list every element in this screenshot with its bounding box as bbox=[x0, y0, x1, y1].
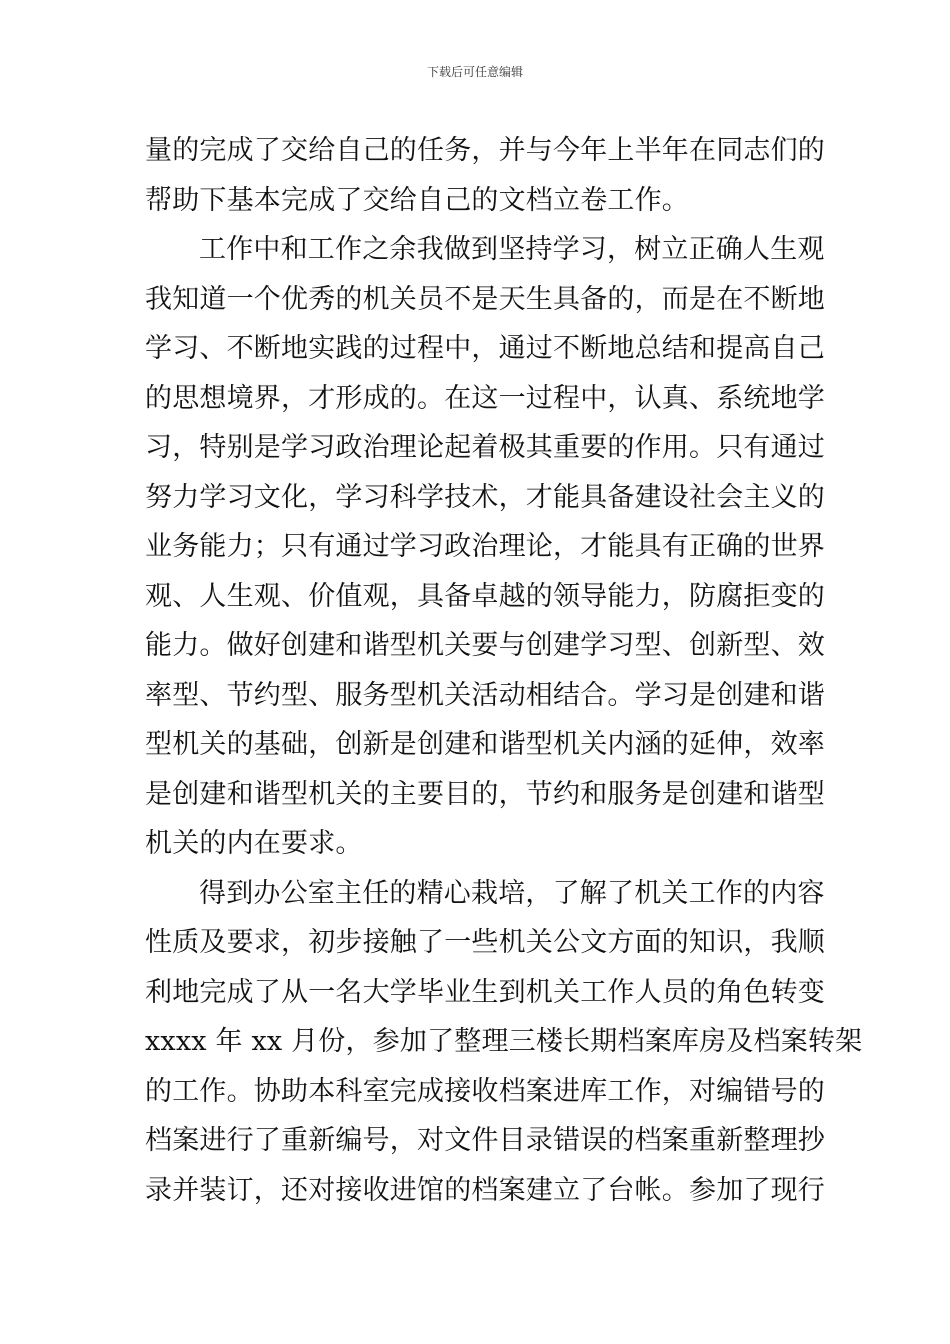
text-line: 习，特别是学习政治理论起着极其重要的作用。只有通过 bbox=[145, 432, 825, 463]
text-line: xxxx 年 xx 月份，参加了整理三楼长期档案库房及档案转架 bbox=[145, 1026, 863, 1057]
text-line: 机关的内在要求。 bbox=[145, 828, 363, 859]
text-line: 利地完成了从一名大学毕业生到机关工作人员的角色转变 bbox=[145, 976, 825, 1008]
page-header: 下载后可任意编辑 bbox=[426, 65, 523, 79]
text-line: 是创建和谐型机关的主要目的，节约和服务是创建和谐型 bbox=[145, 778, 825, 810]
text-line: 努力学习文化，学习科学技术，才能具备建设社会主义的 bbox=[145, 481, 825, 513]
text-line: 的思想境界，才形成的。在这一过程中，认真、系统地学 bbox=[145, 382, 825, 414]
text-line: 率型、节约型、服务型机关活动相结合。学习是创建和谐 bbox=[145, 679, 825, 711]
text-line: 型机关的基础，创新是创建和谐型机关内涵的延伸，效率 bbox=[145, 729, 825, 760]
text-line: 观、人生观、价值观，具备卓越的领导能力，防腐拒变的 bbox=[145, 580, 825, 612]
text-line: 能力。做好创建和谐型机关要与创建学习型、创新型、效 bbox=[145, 630, 825, 661]
document-body bbox=[145, 126, 863, 1215]
text-line: 的工作。协助本科室完成接收档案进库工作，对编错号的 bbox=[145, 1075, 825, 1107]
text-line: 学习、不断地实践的过程中，通过不断地总结和提高自己 bbox=[145, 333, 825, 364]
text-line: 我知道一个优秀的机关员不是天生具备的，而是在不断地 bbox=[145, 283, 825, 315]
text-line: 量的完成了交给自己的任务，并与今年上半年在同志们的 bbox=[145, 135, 825, 166]
text-line: 录并装订，还对接收进馆的档案建立了台帐。参加了现行 bbox=[145, 1174, 825, 1206]
text-line: 工作中和工作之余我做到坚持学习，树立正确人生观 bbox=[199, 234, 825, 265]
text-line: 业务能力；只有通过学习政治理论，才能具有正确的世界 bbox=[145, 531, 825, 562]
text-line: 帮助下基本完成了交给自己的文档立卷工作。 bbox=[145, 184, 689, 216]
text-line: 性质及要求，初步接触了一些机关公文方面的知识，我顺 bbox=[145, 927, 825, 958]
text-line: 得到办公室主任的精心栽培，了解了机关工作的内容 bbox=[199, 877, 825, 909]
text-line: 档案进行了重新编号，对文件目录错误的档案重新整理抄 bbox=[145, 1125, 825, 1156]
